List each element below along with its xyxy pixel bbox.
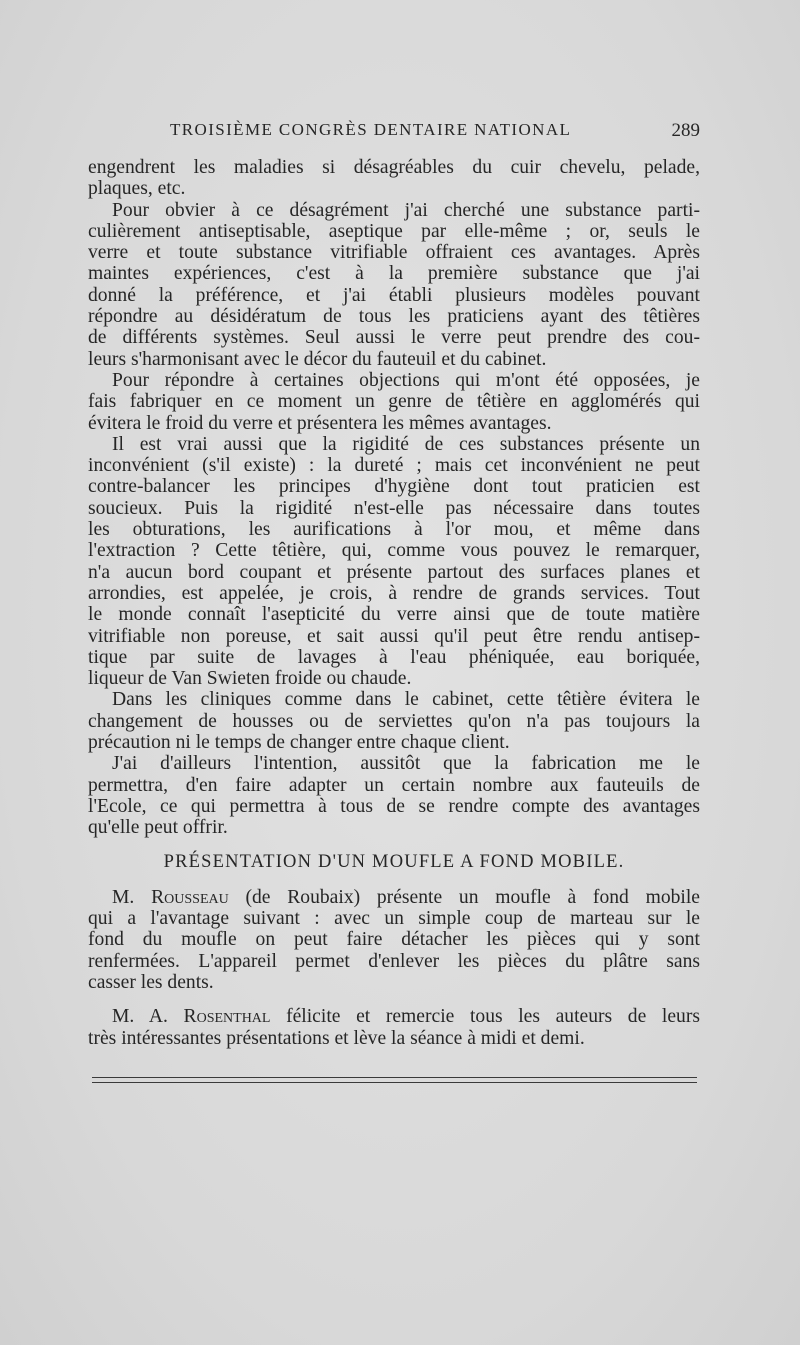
paragraph-rosenthal bbox=[88, 1006, 700, 1049]
text-line: casser les dents. bbox=[88, 971, 214, 993]
closing-rule bbox=[92, 1077, 697, 1078]
speaker-prefix: M. bbox=[112, 886, 152, 908]
paragraph bbox=[88, 434, 700, 690]
text-line bbox=[88, 1006, 700, 1027]
text-line: donné la préférence, et j'ai établi plusieurs modèles pouvant bbox=[88, 284, 700, 306]
text-line: fais fabriquer en ce moment un genre de têtière en agglomérés qui bbox=[88, 391, 700, 413]
paragraph bbox=[88, 200, 700, 370]
closing-rules bbox=[92, 1077, 697, 1087]
running-title: TROISIÈME CONGRÈS DENTAIRE NATIONAL bbox=[170, 120, 572, 139]
text-line: les obturations, les aurifications à l'or mou, et même dans bbox=[88, 519, 700, 541]
speaker-prefix: M. A. bbox=[112, 1006, 184, 1028]
text-line: arrondies, est appelée, je crois, à rendre de grands services. Tout bbox=[88, 582, 700, 604]
text-line: vitrifiable non poreuse, et sait aussi qu'il peut être rendu antisep- bbox=[88, 625, 700, 647]
text-line: très intéressantes présentations et lève la séance à midi et demi. bbox=[88, 1027, 585, 1049]
text-fragment: félicite et remercie tous les auteurs de leurs bbox=[270, 1006, 700, 1028]
text-line: leurs s'harmonisant avec le décor du fauteuil et du cabinet. bbox=[88, 348, 547, 370]
speaker-name: Rousseau bbox=[151, 886, 229, 908]
text-line: contre-balancer les principes d'hygiène dont tout praticien est bbox=[88, 476, 700, 498]
text-line: renfermées. L'appareil permet d'enlever les pièces du plâtre sans bbox=[88, 950, 700, 972]
text-line: changement de housses ou de serviettes qu'on n'a pas toujours la bbox=[88, 710, 700, 732]
page-number: 289 bbox=[671, 120, 700, 141]
text-line: répondre au désidératum de tous les praticiens ayant des têtières bbox=[88, 306, 700, 328]
text-line: engendrent les maladies si désagréables du cuir chevelu, pelade, bbox=[88, 157, 700, 178]
text-line: Pour répondre à certaines objections qui m'ont été opposées, je bbox=[112, 369, 700, 391]
paragraph bbox=[88, 370, 700, 434]
text-line: fond du moufle on peut faire détacher les pièces qui y sont bbox=[88, 929, 700, 951]
text-line: précaution ni le temps de changer entre chaque client. bbox=[88, 732, 510, 754]
section-heading: PRÉSENTATION D'UN MOUFLE A FOND MOBILE. bbox=[163, 851, 625, 872]
text-line: permettra, d'en faire adapter un certain nombre aux fauteuils de bbox=[88, 774, 700, 796]
text-line: n'a aucun bord coupant et présente partout des surfaces planes et bbox=[88, 561, 700, 583]
paragraph-rousseau bbox=[88, 887, 700, 993]
text-line: Pour obvier à ce désagrément j'ai cherché une substance parti- bbox=[112, 199, 700, 221]
text-line: culièrement antiseptisable, aseptique par elle-même ; or, seuls le bbox=[88, 220, 700, 242]
text-line: plaques, etc. bbox=[88, 178, 186, 200]
paragraph bbox=[88, 689, 700, 753]
text-line: tique par suite de lavages à l'eau phéniquée, eau boriquée, bbox=[88, 646, 700, 668]
text-line: qui a l'avantage suivant : avec un simple coup de marteau sur le bbox=[88, 908, 700, 930]
body-text bbox=[88, 157, 700, 1049]
closing-rule bbox=[92, 1082, 697, 1083]
speaker-name: Rosenthal bbox=[183, 1006, 271, 1028]
text-line: Dans les cliniques comme dans le cabinet, cette têtière évitera le bbox=[112, 689, 700, 711]
text-line: maintes expériences, c'est à la première substance que j'ai bbox=[88, 263, 700, 285]
text-line: l'Ecole, ce qui permettra à tous de se rendre compte des avantages bbox=[88, 795, 700, 817]
text-line: J'ai d'ailleurs l'intention, aussitôt que la fabrication me le bbox=[112, 753, 700, 775]
text-line: évitera le froid du verre et présentera les mêmes avantages. bbox=[88, 412, 552, 434]
text-fragment: (de Roubaix) présente un moufle à fond mobile bbox=[228, 886, 700, 908]
paragraph bbox=[88, 753, 700, 838]
paragraph bbox=[88, 157, 700, 200]
text-line: de différents systèmes. Seul aussi le verre peut prendre des cou- bbox=[88, 327, 700, 349]
text-line: qu'elle peut offrir. bbox=[88, 817, 228, 839]
text-line bbox=[88, 887, 700, 908]
text-line: le monde connaît l'asepticité du verre ainsi que de toute matière bbox=[88, 604, 700, 626]
text-line: Il est vrai aussi que la rigidité de ces substances présente un bbox=[112, 433, 700, 455]
text-line: soucieux. Puis la rigidité n'est-elle pas nécessaire dans toutes bbox=[88, 497, 700, 519]
text-line: inconvénient (s'il existe) : la dureté ; mais cet inconvénient ne peut bbox=[88, 455, 700, 477]
text-line: verre et toute substance vitrifiable offraient ces avantages. Après bbox=[88, 242, 700, 264]
text-line: liqueur de Van Swieten froide ou chaude. bbox=[88, 668, 412, 690]
text-line: l'extraction ? Cette têtière, qui, comme vous pouvez le remarquer, bbox=[88, 540, 700, 562]
paragraph-spacer bbox=[88, 993, 700, 1006]
